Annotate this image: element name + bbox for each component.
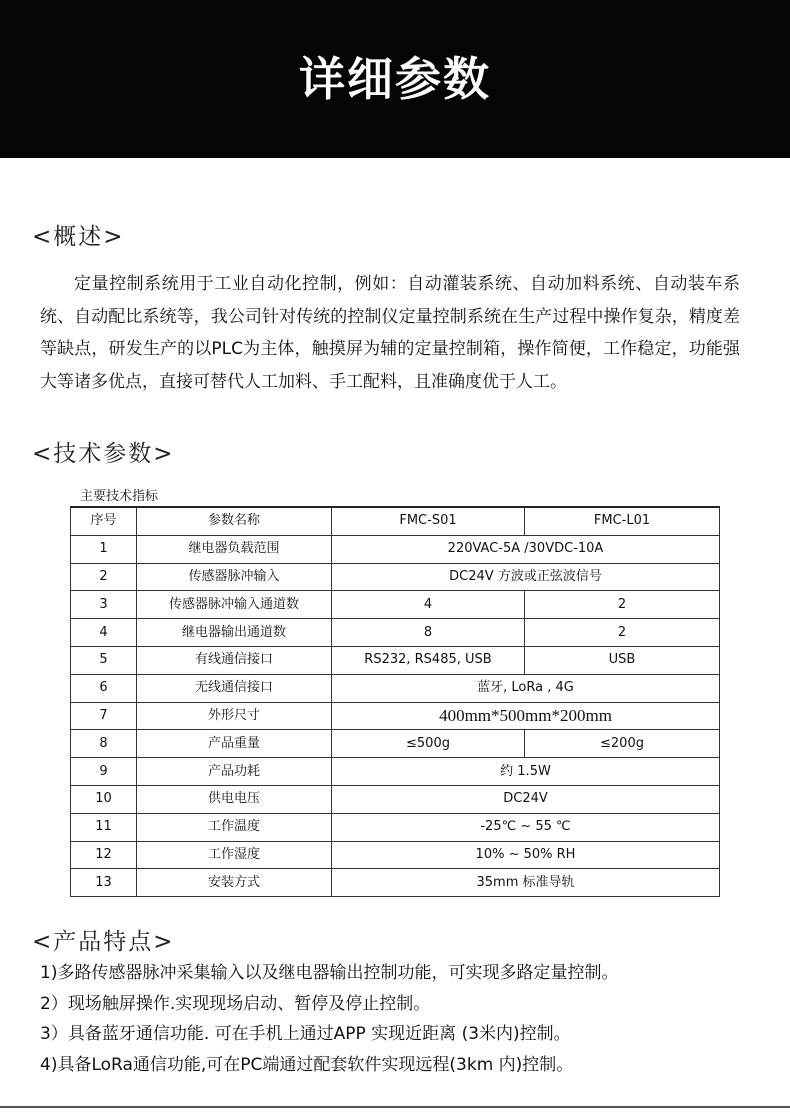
row-value-l01: 2 xyxy=(525,619,720,647)
table-row xyxy=(71,841,720,869)
row-no: 4 xyxy=(71,619,137,647)
list-item: 2）现场触屏操作.实现现场启动、暂停及停止控制。 xyxy=(40,993,431,1014)
row-value: 蓝牙, LoRa , 4G xyxy=(332,674,720,702)
table-row xyxy=(71,619,720,647)
list-item: 4)具备LoRa通信功能,可在PC端通过配套软件实现远程(3km 内)控制。 xyxy=(40,1054,574,1075)
table-row xyxy=(71,535,720,563)
table-header-row xyxy=(71,507,720,535)
header-name: 参数名称 xyxy=(137,507,332,535)
row-no: 3 xyxy=(71,591,137,619)
table-row xyxy=(71,813,720,841)
row-value-l01: 2 xyxy=(525,591,720,619)
row-name: 传感器脉冲输入 xyxy=(137,563,332,591)
row-no: 9 xyxy=(71,758,137,786)
row-name: 继电器输出通道数 xyxy=(137,619,332,647)
row-value-l01: ≤200g xyxy=(525,730,720,758)
page-title: 详细参数 xyxy=(299,52,491,106)
table-row xyxy=(71,563,720,591)
row-no: 11 xyxy=(71,813,137,841)
table-row xyxy=(71,869,720,897)
tech-params-heading: <技术参数> xyxy=(32,441,175,467)
row-value: 35mm 标准导轨 xyxy=(332,869,720,897)
features-heading: <产品特点> xyxy=(32,929,175,955)
row-value-s01: 8 xyxy=(332,619,525,647)
header-no: 序号 xyxy=(71,507,137,535)
row-value-s01: 4 xyxy=(332,591,525,619)
row-name: 产品重量 xyxy=(137,730,332,758)
row-value: DC24V 方波或正弦波信号 xyxy=(332,563,720,591)
row-no: 10 xyxy=(71,785,137,813)
table-row xyxy=(71,730,720,758)
row-name: 安装方式 xyxy=(137,869,332,897)
row-value: 约 1.5W xyxy=(332,758,720,786)
table-row xyxy=(71,646,720,674)
row-name: 外形尺寸 xyxy=(137,702,332,730)
row-value: -25℃ ~ 55 ℃ xyxy=(332,813,720,841)
row-no: 7 xyxy=(71,702,137,730)
row-name: 传感器脉冲输入通道数 xyxy=(137,591,332,619)
row-no: 8 xyxy=(71,730,137,758)
features-list xyxy=(40,958,618,1080)
row-value-s01: ≤500g xyxy=(332,730,525,758)
overview-paragraph: 定量控制系统用于工业自动化控制，例如：自动灌装系统、自动加料系统、自动装车系统、自动配比系统等，我公司针对传统的控制仪定量控制系统在生产过程中操作复杂，精度差等缺点，研发生产的以PLC为主体，触摸屏为辅的定量控制箱，操作简便，工作稳定，功能强大等诸多优点，直接可替代人工加料、手工配料，且准确度优于人工。 xyxy=(40,274,740,392)
overview-heading: <概述> xyxy=(32,224,125,250)
row-name: 继电器负载范围 xyxy=(137,535,332,563)
row-no: 2 xyxy=(71,563,137,591)
table-row xyxy=(71,591,720,619)
row-name: 产品功耗 xyxy=(137,758,332,786)
row-value: 400mm*500mm*200mm xyxy=(332,702,720,730)
table-row xyxy=(71,674,720,702)
row-name: 供电电压 xyxy=(137,785,332,813)
row-value: DC24V xyxy=(332,785,720,813)
row-name: 有线通信接口 xyxy=(137,646,332,674)
row-no: 1 xyxy=(71,535,137,563)
table-row xyxy=(71,702,720,730)
row-name: 无线通信接口 xyxy=(137,674,332,702)
row-no: 5 xyxy=(71,646,137,674)
row-value: 220VAC-5A /30VDC-10A xyxy=(332,535,720,563)
params-table xyxy=(70,506,720,897)
row-name: 工作湿度 xyxy=(137,841,332,869)
row-value-s01: RS232, RS485, USB xyxy=(332,646,525,674)
list-item: 1)多路传感器脉冲采集输入以及继电器输出控制功能，可实现多路定量控制。 xyxy=(40,963,619,983)
table-row xyxy=(71,785,720,813)
row-no: 6 xyxy=(71,674,137,702)
row-no: 12 xyxy=(71,841,137,869)
header-fmc-s01: FMC-S01 xyxy=(332,507,525,535)
table-row xyxy=(71,758,720,786)
header-fmc-l01: FMC-L01 xyxy=(525,507,720,535)
row-value-l01: USB xyxy=(525,646,720,674)
row-name: 工作温度 xyxy=(137,813,332,841)
bottom-divider xyxy=(0,1106,790,1108)
list-item: 3）具备蓝牙通信功能. 可在手机上通过APP 实现近距离 (3米内)控制。 xyxy=(40,1024,571,1044)
row-no: 13 xyxy=(71,869,137,897)
row-value: 10% ~ 50% RH xyxy=(332,841,720,869)
header-banner xyxy=(0,0,790,158)
table-caption: 主要技术指标 xyxy=(80,489,159,504)
